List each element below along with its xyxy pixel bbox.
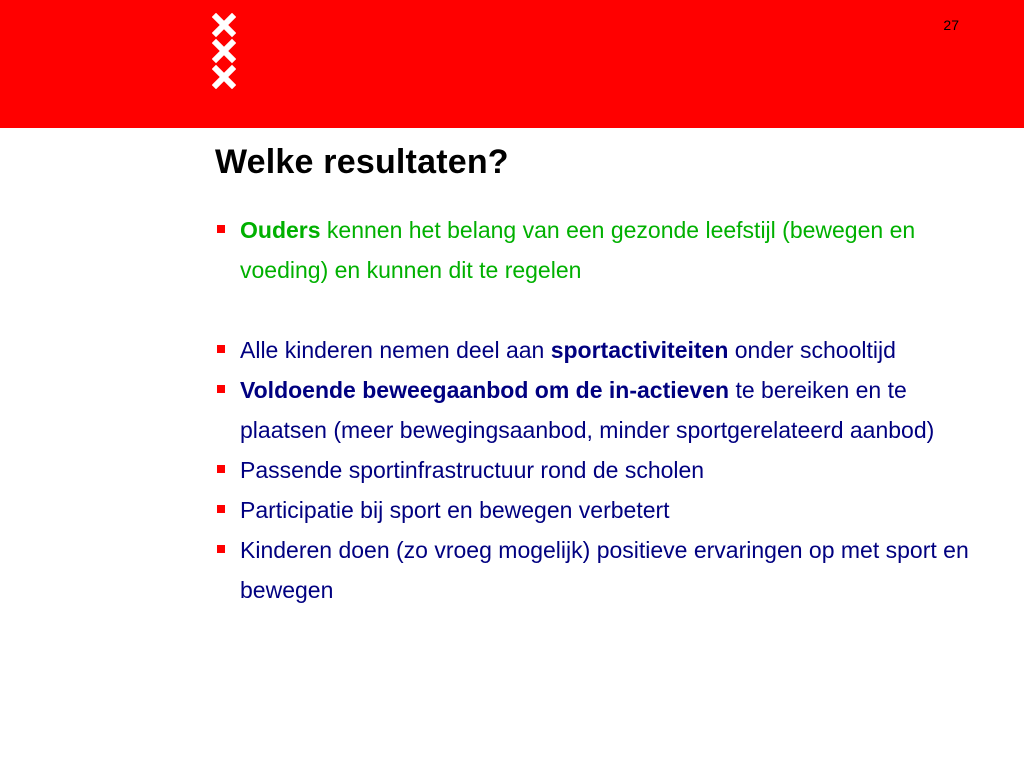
page-number: 27 <box>943 17 959 33</box>
bullet-text: onder schooltijd <box>728 337 896 363</box>
bullet-marker <box>217 505 225 513</box>
slide-title: Welke resultaten? <box>215 143 509 181</box>
bullet-text: kennen het belang van een gezonde leefstijl (bewegen en voeding) en kunnen dit te regelen <box>240 217 916 283</box>
bullet-emphasis: sportactiviteiten <box>550 337 729 363</box>
bullet-item-ervaringen <box>215 530 975 610</box>
bullet-text: Alle kinderen nemen deel aan <box>240 337 551 363</box>
bullet-text: Passende sportinfrastructuur rond de scholen <box>240 457 705 483</box>
bullet-item-sportactiviteiten <box>215 330 975 370</box>
bullet-item-ouders <box>215 210 975 290</box>
bullet-marker <box>217 225 225 233</box>
bullet-item-beweegaanbod <box>215 370 975 450</box>
bullet-marker <box>217 385 225 393</box>
bullet-emphasis: Voldoende beweegaanbod om de in-actieven <box>240 377 730 403</box>
bullet-marker <box>217 545 225 553</box>
bullet-marker <box>217 345 225 353</box>
amsterdam-xxx-icon <box>212 13 236 89</box>
bullet-text: Kinderen doen (zo vroeg mogelijk) positieve ervaringen op met sport en bewegen <box>240 537 969 603</box>
bullet-item-participatie <box>215 490 975 530</box>
bullet-text: Participatie bij sport en bewegen verbetert <box>240 497 670 523</box>
bullet-emphasis: Ouders <box>240 217 321 243</box>
header-bar <box>0 0 1024 128</box>
bullet-marker <box>217 465 225 473</box>
bullet-item-sportinfrastructuur <box>215 450 975 490</box>
bullet-list <box>215 210 975 610</box>
bullet-text: te bereiken en te plaatsen (meer bewegingsaanbod, minder sportgerelateerd aanbod) <box>240 377 935 443</box>
